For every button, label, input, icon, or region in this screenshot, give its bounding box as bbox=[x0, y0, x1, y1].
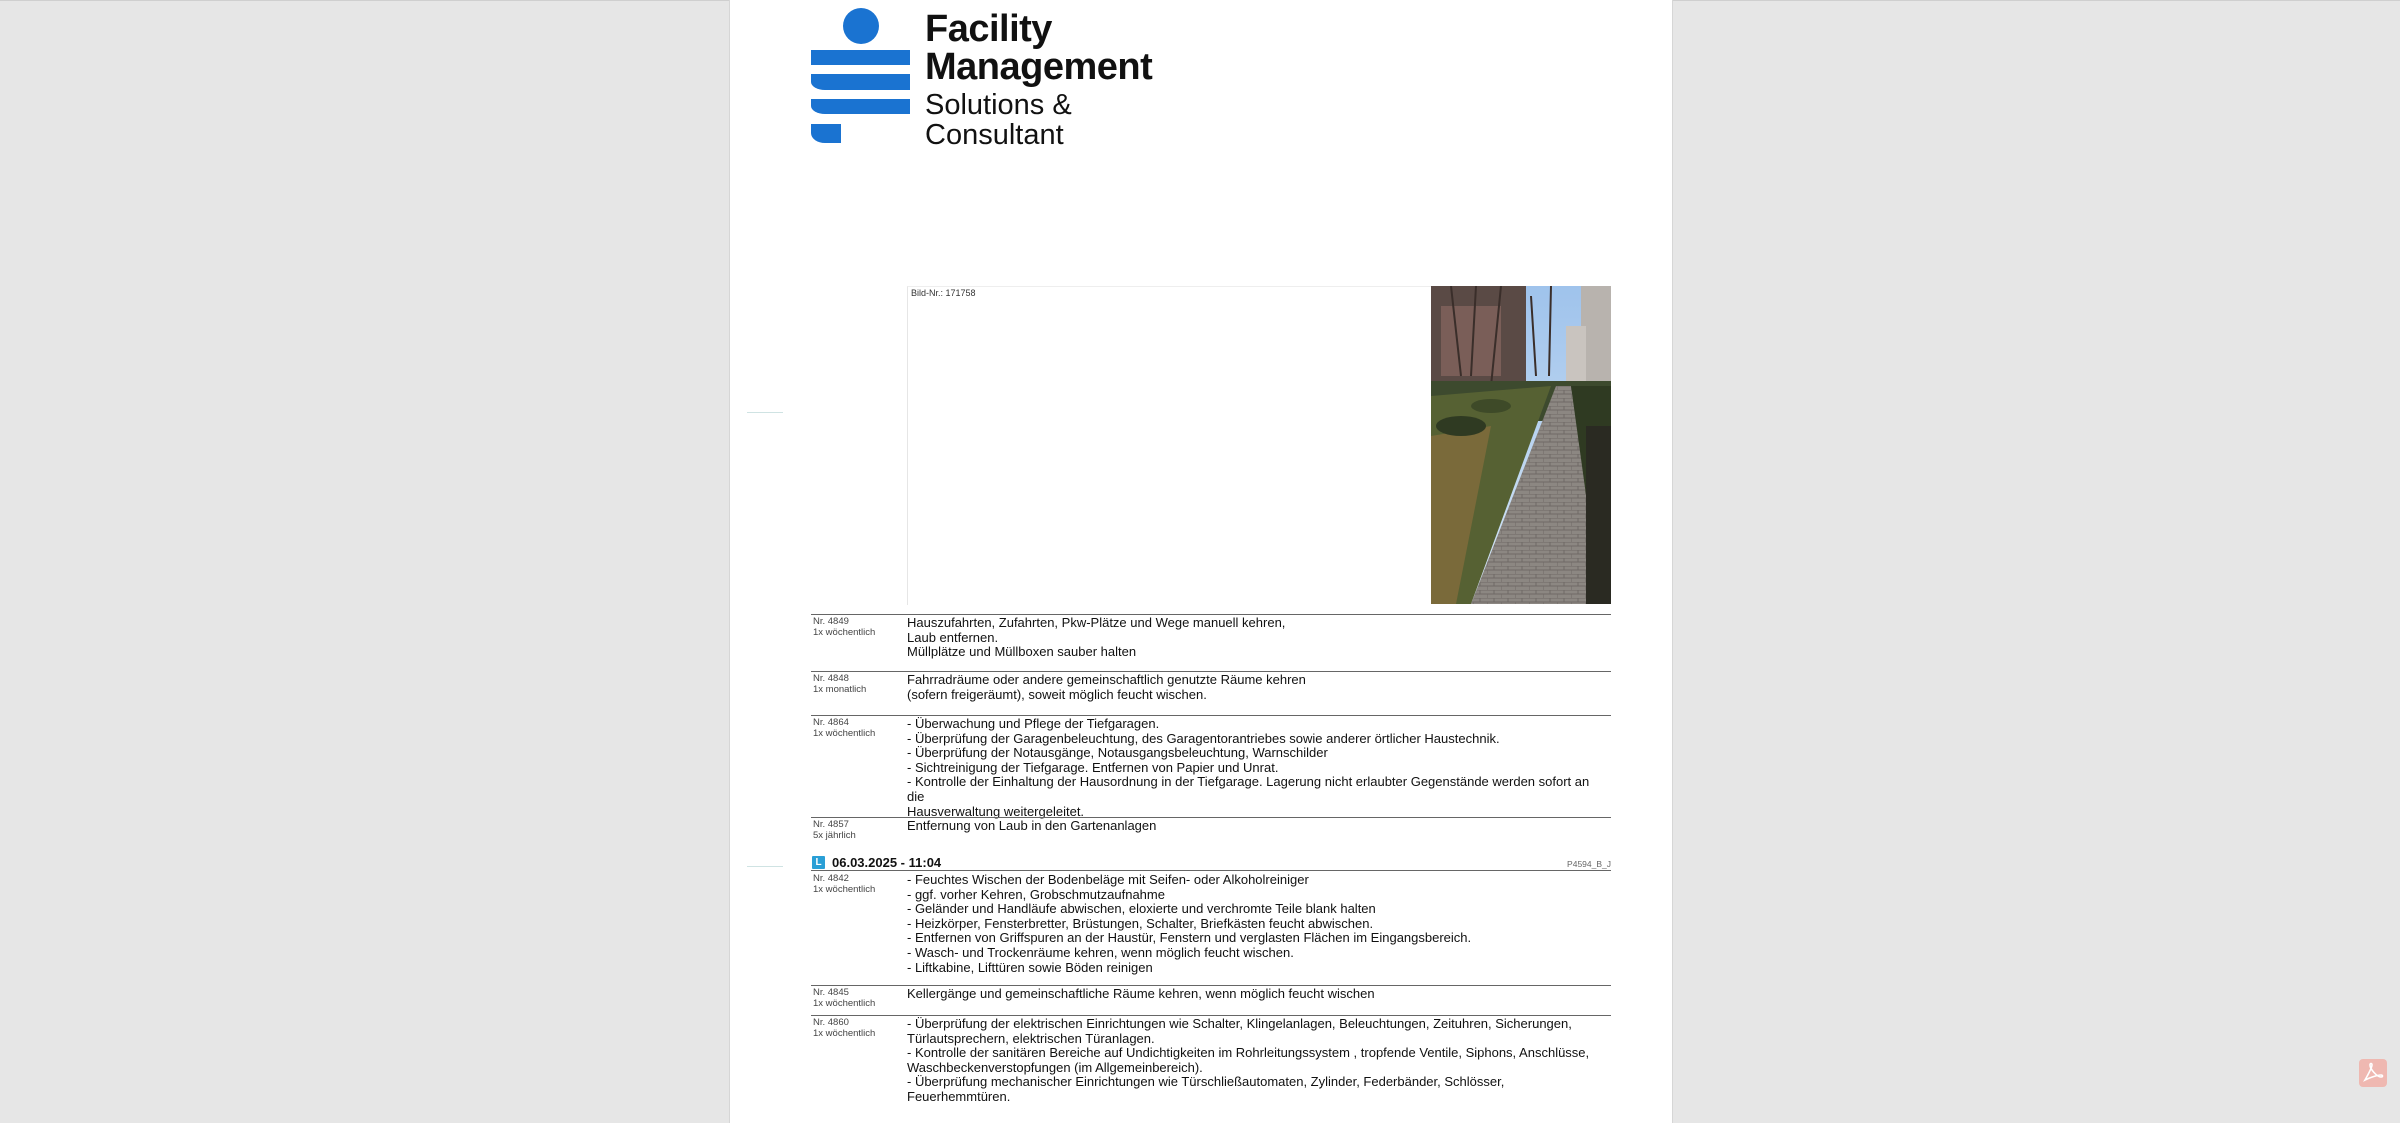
task-number-block bbox=[813, 873, 875, 895]
margin-marker bbox=[747, 412, 783, 413]
logo-text bbox=[925, 10, 1152, 150]
task-number: Nr. 4860 bbox=[813, 1017, 849, 1028]
task-number-block bbox=[813, 616, 875, 638]
task-number: Nr. 4857 bbox=[813, 819, 849, 830]
task-number-block bbox=[813, 819, 856, 841]
task-description: - Überprüfung der elektrischen Einrichtungen wie Schalter, Klingelanlagen, Beleuchtungen, Zeituhren, Sicherungen, Türlautsprechern, elektrischen Türanlagen. - Kontrolle der sanitären Bereiche auf Undichtigkeiten im Rohrleitungssystem , tropfende Ventile, Siphons, Anschlüsse, Waschbeckenverstopfungen (im Allgemeinbereich). - Überprüfung mechanischer Einrichtungen wie Türschließautomaten, Zylinder, Federbänder, Schlösser, Feuerhemmtüren. bbox=[907, 1016, 1590, 1104]
task-description: Kellergänge und gemeinschaftliche Räume kehren, wenn möglich feucht wischen bbox=[907, 986, 1375, 1001]
garden-path-image bbox=[1431, 286, 1611, 604]
task-description: - Feuchtes Wischen der Bodenbeläge mit Seifen- oder Alkoholreiniger - ggf. vorher Kehren, Grobschmutzaufnahme - Geländer und Handläufe abwischen, eloxierte und verchromte Teile blank halten - Heizkörper, Fensterbretter, Brüstungen, Schalter, Briefkästen feucht abwischen. - Entfernen von Griffspuren an der Haustür, Fenstern und verglasten Flächen im Eingangsbereich. - Wasch- und Trockenräume kehren, wenn möglich feucht wischen. - Liftkabine, Lifttüren sowie Böden reinigen bbox=[907, 872, 1472, 975]
task-frequency: 1x wöchentlich bbox=[813, 627, 876, 638]
company-logo bbox=[811, 8, 1231, 151]
task-row bbox=[811, 985, 1611, 1014]
task-number-block bbox=[813, 717, 875, 739]
task-description: - Überwachung und Pflege der Tiefgaragen. - Überprüfung der Garagenbeleuchtung, des Garagentorantriebes sowie anderer örtlicher Haustechnik. - Überprüfung der Notausgänge, Notausgangsbeleuchtung, Warnschilder - Sichtreinigung der Tiefgarage. Entfernen von Papier und Unrat. - Kontrolle der Einhaltung der Hausordnung in der Tiefgarage. Lagerung nicht erlaubter Gegenstände werden sofort an die Hausverwaltung weitergeleitet. bbox=[907, 716, 1590, 819]
pdf-icon[interactable] bbox=[2359, 1059, 2387, 1087]
task-number: Nr. 4849 bbox=[813, 616, 849, 627]
photo-frame bbox=[907, 286, 1432, 605]
task-number-block bbox=[813, 987, 875, 1009]
task-description: Hauszufahrten, Zufahrten, Pkw-Plätze und Wege manuell kehren, Laub entfernen. Müllplätze und Müllboxen sauber halten bbox=[907, 615, 1286, 660]
task-row bbox=[811, 715, 1611, 819]
task-row bbox=[811, 671, 1611, 714]
task-number: Nr. 4864 bbox=[813, 717, 849, 728]
task-frequency: 1x monatlich bbox=[813, 684, 867, 695]
date-section-header bbox=[811, 856, 1611, 871]
logo-line-2: Management bbox=[925, 46, 1153, 88]
logo-line-4: Consultant bbox=[925, 119, 1064, 151]
task-frequency: 1x wöchentlich bbox=[813, 728, 876, 739]
site-photo[interactable] bbox=[1431, 286, 1611, 604]
section-badge: L bbox=[812, 856, 825, 869]
task-number: Nr. 4842 bbox=[813, 873, 849, 884]
task-row bbox=[811, 872, 1611, 984]
logo-mark-icon bbox=[811, 8, 915, 144]
logo-line-3: Solutions & bbox=[925, 89, 1072, 121]
task-description: Fahrradräume oder andere gemeinschaftlich genutzte Räume kehren (sofern freigeräumt), soweit möglich feucht wischen. bbox=[907, 672, 1306, 702]
task-number: Nr. 4848 bbox=[813, 673, 849, 684]
task-frequency: 1x wöchentlich bbox=[813, 998, 876, 1009]
task-frequency: 1x wöchentlich bbox=[813, 1028, 876, 1039]
task-row bbox=[811, 1015, 1611, 1116]
section-reference: P4594_B_J bbox=[1567, 859, 1611, 869]
document-page bbox=[729, 0, 1673, 1123]
task-row bbox=[811, 817, 1611, 848]
acrobat-glyph bbox=[2359, 1059, 2387, 1087]
task-number-block bbox=[813, 673, 866, 695]
photo-caption: Bild-Nr.: 171758 bbox=[911, 288, 976, 298]
task-frequency: 1x wöchentlich bbox=[813, 884, 876, 895]
task-row bbox=[811, 614, 1611, 671]
section-date: 06.03.2025 - 11:04 bbox=[832, 855, 942, 870]
margin-marker bbox=[747, 866, 783, 867]
task-number: Nr. 4845 bbox=[813, 987, 849, 998]
task-description: Entfernung von Laub in den Gartenanlagen bbox=[907, 818, 1157, 833]
task-number-block bbox=[813, 1017, 875, 1039]
task-frequency: 5x jährlich bbox=[813, 830, 856, 841]
logo-line-1: Facility bbox=[925, 8, 1052, 50]
